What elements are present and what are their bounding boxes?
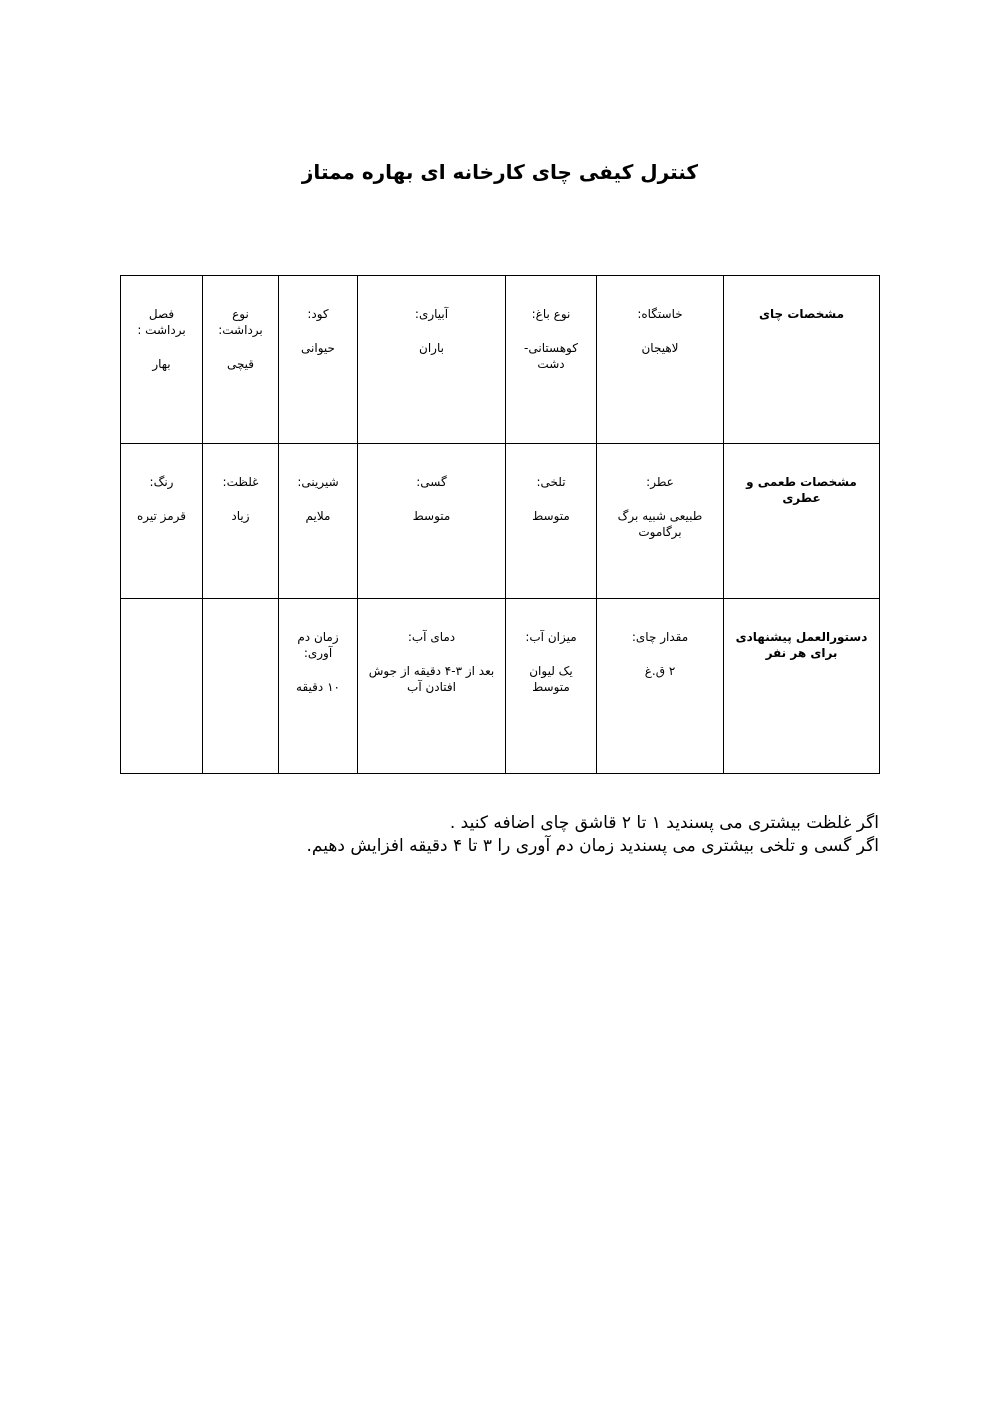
tea-spec-table [120,275,880,774]
cell-label: گسی: [416,475,447,489]
cell-value: متوسط [412,509,451,523]
table-cell [506,444,597,599]
cell-label: فصل برداشت : [137,307,186,337]
cell-value: طبیعی شبیه برگ برگاموت [617,509,703,539]
table-cell [121,276,203,444]
table-cell [121,444,203,599]
table-cell-empty [203,599,279,774]
note-line: اگر گسی و تلخی بیشتری می پسندید زمان دم آوری را ۳ تا ۴ دقیقه افزایش دهیم. [306,836,879,856]
cell-label: خاستگاه: [637,307,683,321]
cell-label: نوع باغ: [531,307,571,321]
row-header: مشخصات طعمی و عطری [724,444,880,599]
row-header: دستورالعمل پیشنهادی برای هر نفر [724,599,880,774]
cell-value: قرمز تیره [136,509,187,523]
table-cell [279,599,358,774]
cell-value: لاهیجان [641,341,679,355]
table-cell [597,444,724,599]
cell-value: بهار [152,357,171,371]
table-row-tea-specs [121,276,880,444]
cell-value: ۱۰ دقیقه [296,680,340,694]
cell-value: زیاد [231,509,250,523]
cell-value: یک لیوان متوسط [529,664,573,694]
cell-label: تلخی: [536,475,566,489]
table-cell [358,599,506,774]
table-cell [358,444,506,599]
cell-label: مقدار چای: [631,630,689,644]
cell-label: نوع برداشت: [218,307,263,337]
cell-value: کوهستانی- دشت [524,341,578,371]
table-cell [358,276,506,444]
cell-value: حیوانی [301,341,335,355]
note-line: اگر غلظت بیشتری می پسندید ۱ تا ۲ قاشق چای اضافه کنید . [449,813,879,833]
cell-label: دمای آب: [407,630,456,644]
cell-label: رنگ: [149,475,174,489]
cell-value: بعد از ۳-۴ دقیقه از جوش افتادن آب [368,664,495,694]
table-cell-empty [121,599,203,774]
cell-label: عطر: [646,475,674,489]
table-cell [279,444,358,599]
cell-label: زمان دم آوری: [297,630,339,660]
table-row-brewing-instructions [121,599,880,774]
table-cell [597,276,724,444]
table-row-taste-aroma [121,444,880,599]
cell-value: ملایم [305,509,331,523]
table-cell [506,599,597,774]
table-cell [203,276,279,444]
cell-value: قیچی [226,357,255,371]
cell-value: متوسط [532,509,570,523]
cell-label: شیرینی: [297,475,339,489]
brewing-notes [120,812,879,858]
cell-label: غلظت: [222,475,259,489]
row-header: مشخصات چای [724,276,880,444]
table-cell [597,599,724,774]
cell-label: کود: [307,307,329,321]
cell-value: ۲ ق.غ [644,664,676,678]
cell-label: آبیاری: [414,307,449,321]
table-cell [279,276,358,444]
cell-label: میزان آب: [525,630,577,644]
page-title: کنترل کیفی چای کارخانه ای بهاره ممتاز [301,160,699,184]
table-cell [506,276,597,444]
cell-value: باران [419,341,444,355]
table-cell [203,444,279,599]
